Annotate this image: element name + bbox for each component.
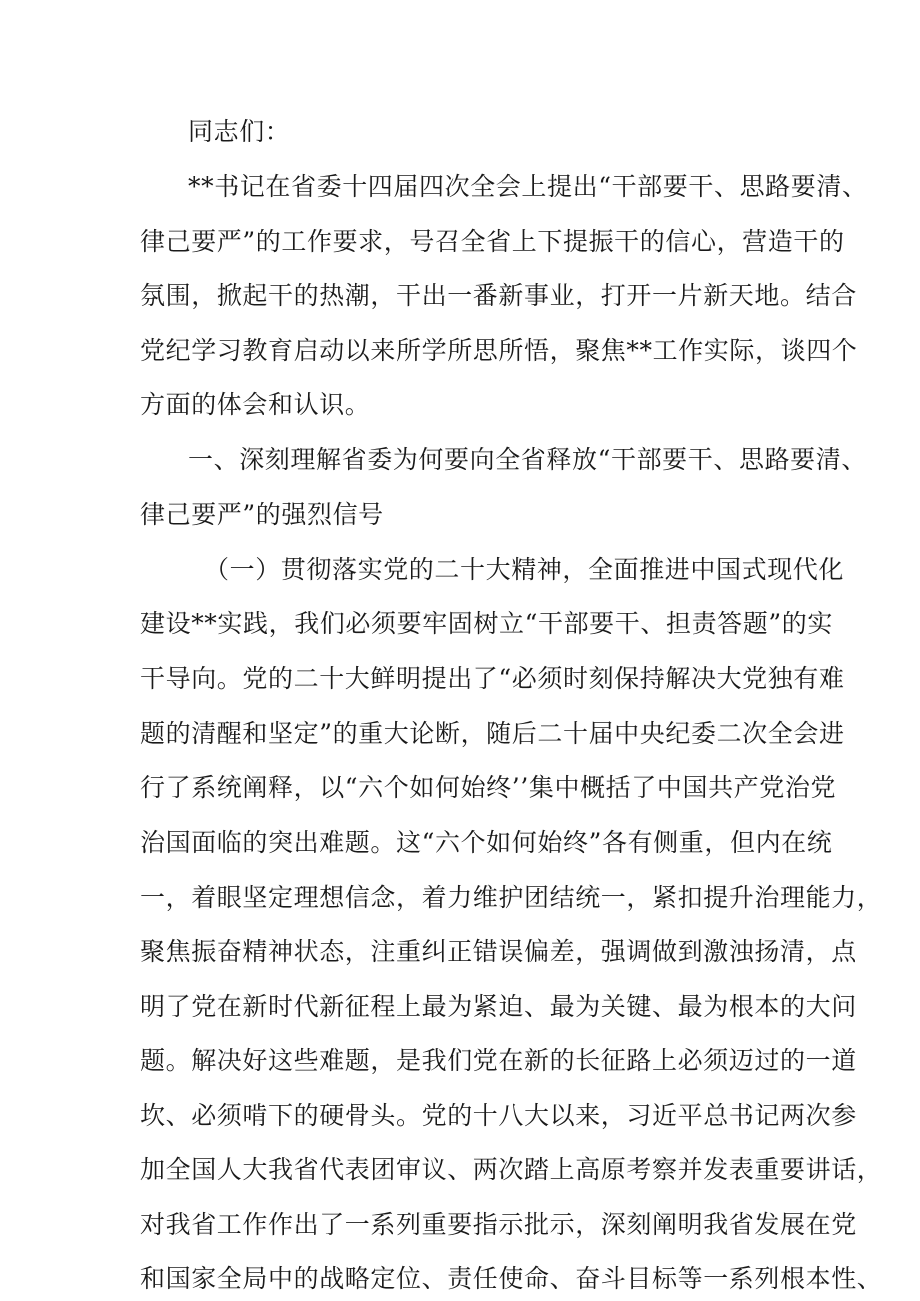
salutation: 同志们： bbox=[188, 117, 291, 146]
paragraph-2-line-1: 建设**实践，我们必须要牢固树立“干部要干、担责答题”的实 bbox=[140, 609, 833, 638]
paragraph-2-line-9: 题。解决好这些难题，是我们党在新的长征路上必须迈过的一道 bbox=[140, 1046, 857, 1075]
paragraph-2-line-6: 一，着眼坚定理想信念，着力维护团结统一，紧扣提升治理能力， bbox=[140, 883, 883, 912]
paragraph-2-line-13: 和国家全局中的战略定位、责任使命、奋斗目标等一系列根本性、 bbox=[140, 1264, 883, 1293]
paragraph-2-line-11: 加全国人大我省代表团审议、两次踏上高原考察并发表重要讲话， bbox=[140, 1155, 883, 1184]
paragraph-1-line-4: 党纪学习教育启动以来所学所思所悟，聚焦**工作实际，谈四个 bbox=[140, 336, 858, 365]
paragraph-2-line-7: 聚焦振奋精神状态，注重纠正错误偏差，强调做到激浊扬清，点 bbox=[140, 937, 857, 966]
paragraph-2-line-10: 坎、必须啃下的硬骨头。党的十八大以来，习近平总书记两次参 bbox=[140, 1101, 857, 1130]
paragraph-2-line-3: 题的清醒和坚定”的重大论断，随后二十届中央纪委二次全会进 bbox=[140, 719, 845, 748]
paragraph-1-line-3: 氛围，掀起干的热潮，干出一番新事业，打开一片新天地。结合 bbox=[140, 281, 857, 310]
paragraph-2-line-12: 对我省工作作出了一系列重要指示批示，深刻阐明我省发展在党 bbox=[140, 1210, 857, 1239]
paragraph-2-line-8: 明了党在新时代新征程上最为紧迫、最为关键、最为根本的大问 bbox=[140, 992, 857, 1021]
paragraph-2-line-2: 干导向。党的二十大鲜明提出了“必须时刻保持解决大党独有难 bbox=[140, 664, 845, 693]
heading-1-line-2: 律己要严”的强烈信号 bbox=[140, 500, 384, 529]
heading-1-line-1: 一、深刻理解省委为何要向全省释放“干部要干、思路要清、 bbox=[188, 445, 867, 474]
paragraph-2-line-4: 行了系统阐释，以“六个如何始终’’集中概括了中国共产党治党 bbox=[140, 773, 837, 802]
paragraph-1-line-1: **书记在省委十四届四次全会上提出“干部要干、思路要清、 bbox=[188, 172, 868, 201]
paragraph-1-line-2: 律己要严”的工作要求，号召全省上下提振干的信心，营造干的 bbox=[140, 227, 845, 256]
subheading-1-line-1: （一）贯彻落实党的二十大精神，全面推进中国式现代化 bbox=[204, 555, 845, 584]
paragraph-2-line-5: 治国面临的突出难题。这“六个如何始终”各有侧重，但内在统 bbox=[140, 828, 833, 857]
paragraph-1-line-5: 方面的体会和认识。 bbox=[140, 390, 371, 419]
